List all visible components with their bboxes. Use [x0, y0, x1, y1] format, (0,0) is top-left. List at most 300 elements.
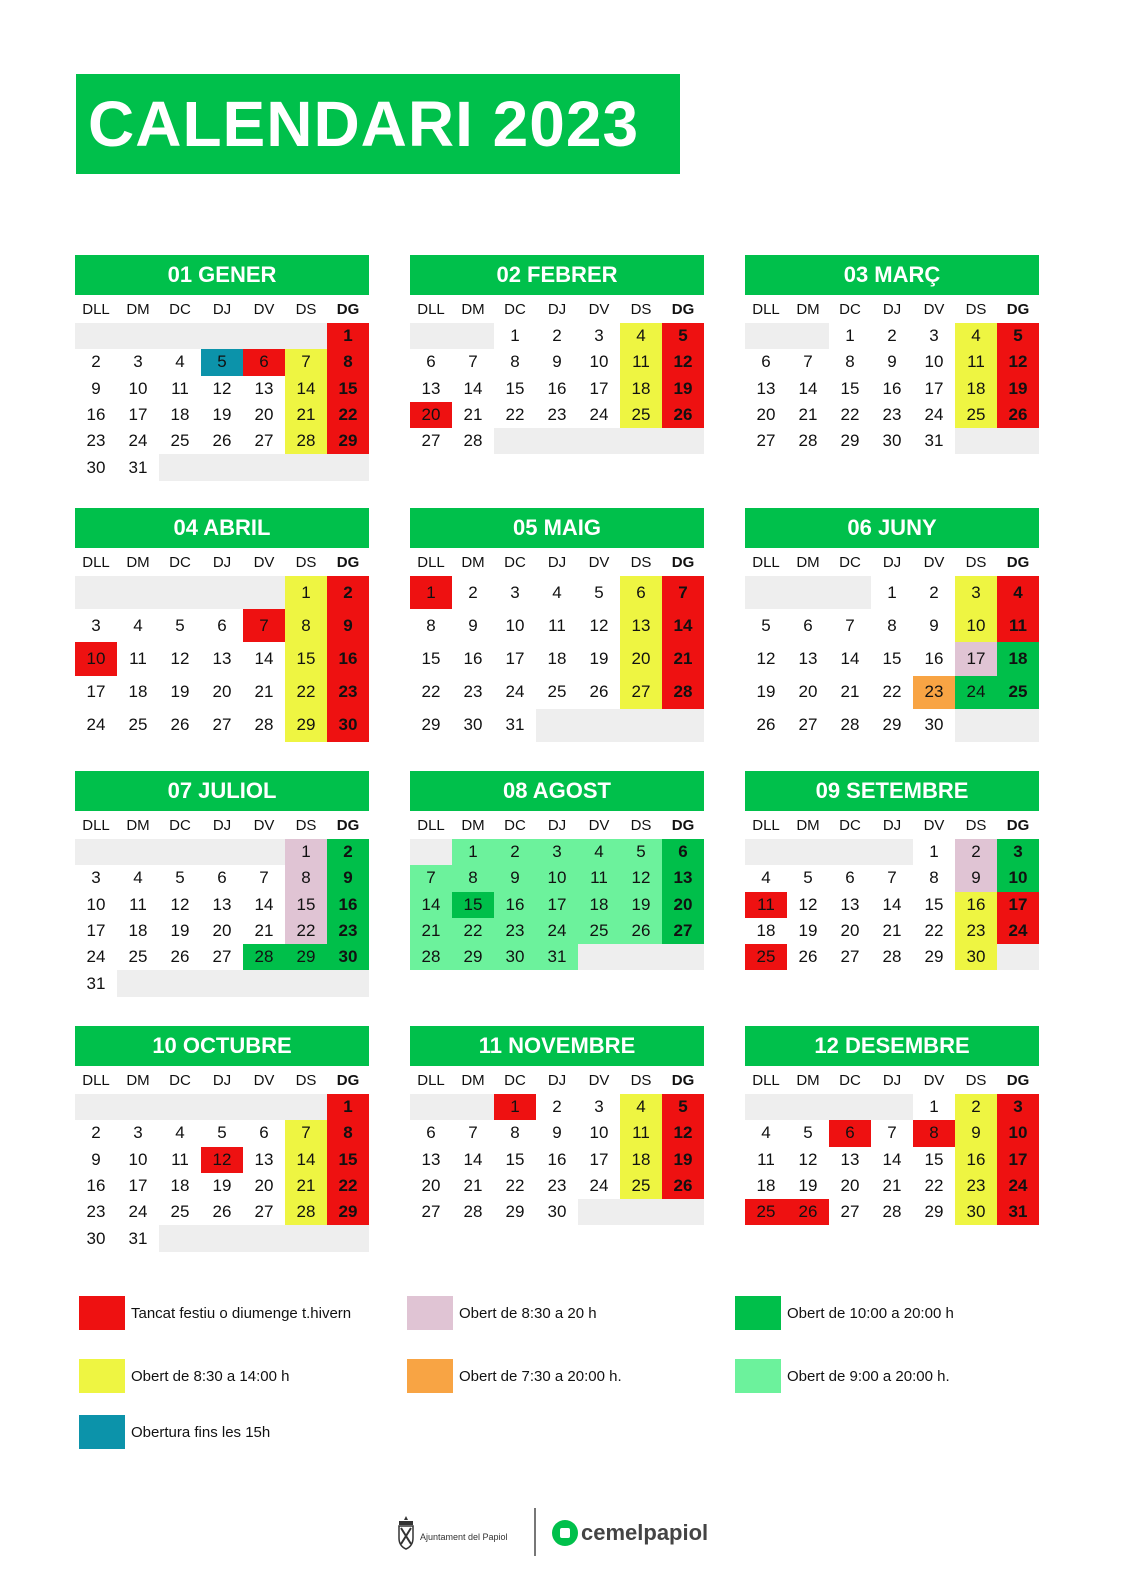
day-cell: 20 — [798, 682, 818, 702]
weekday-label: DS — [965, 300, 987, 318]
empty-cell — [955, 709, 997, 742]
day-cell: 1 — [887, 582, 897, 602]
day-cell: 3 — [929, 326, 939, 346]
day-cell: 15 — [421, 648, 441, 668]
weekday-label: DLL — [752, 816, 780, 834]
day-cell: 27 — [421, 1202, 441, 1222]
day-cell: 8 — [510, 1123, 520, 1143]
weekday-label: DS — [630, 300, 652, 318]
day-cell: 29 — [924, 947, 944, 967]
day-cell: 13 — [798, 648, 818, 668]
day-cell: 23 — [955, 1173, 997, 1199]
day-cell: 25 — [128, 947, 148, 967]
day-cell: 6 — [217, 615, 227, 635]
day-cell: 16 — [494, 892, 536, 918]
day-cell: 25 — [997, 676, 1039, 709]
day-cell: 18 — [170, 1176, 190, 1196]
day-cell: 22 — [285, 918, 327, 944]
day-cell: 4 — [578, 839, 620, 865]
day-cell: 15 — [924, 1149, 944, 1169]
weekday-label: DJ — [547, 300, 567, 318]
days-grid — [75, 839, 369, 997]
day-cell: 16 — [955, 892, 997, 918]
day-cell: 26 — [212, 431, 232, 451]
day-cell: 5 — [662, 1094, 704, 1120]
day-cell: 15 — [505, 1149, 525, 1169]
day-cell: 7 — [803, 352, 813, 372]
day-cell: 30 — [955, 1199, 997, 1225]
month-8 — [410, 771, 704, 970]
day-cell: 26 — [170, 715, 190, 735]
day-cell: 9 — [91, 1149, 101, 1169]
month-4 — [75, 508, 369, 742]
month-title: 04 ABRIL — [75, 508, 369, 548]
day-cell: 11 — [997, 609, 1039, 642]
empty-cell — [201, 323, 243, 349]
legend-label: Obert de 7:30 a 20:00 h. — [459, 1367, 622, 1385]
day-cell: 24 — [997, 1173, 1039, 1199]
day-cell: 18 — [547, 648, 567, 668]
empty-cell — [159, 1225, 201, 1251]
weekday-header — [75, 548, 369, 576]
month-title: 10 OCTUBRE — [75, 1026, 369, 1066]
day-cell: 23 — [327, 676, 369, 709]
day-cell: 14 — [463, 1149, 483, 1169]
empty-cell — [410, 839, 452, 865]
day-cell: 10 — [997, 865, 1039, 891]
empty-cell — [327, 454, 369, 480]
day-cell: 4 — [955, 323, 997, 349]
day-cell: 21 — [254, 682, 274, 702]
days-grid — [745, 576, 1039, 742]
days-grid — [410, 839, 704, 970]
day-cell: 30 — [327, 709, 369, 742]
day-cell: 18 — [756, 921, 776, 941]
day-cell: 30 — [494, 944, 536, 970]
day-cell: 26 — [589, 682, 609, 702]
empty-cell — [201, 576, 243, 609]
legend-item — [79, 1415, 270, 1449]
day-cell: 23 — [463, 682, 483, 702]
day-cell: 14 — [662, 609, 704, 642]
days-grid — [410, 323, 704, 454]
day-cell: 25 — [955, 402, 997, 428]
day-cell: 12 — [662, 1120, 704, 1146]
day-cell: 19 — [620, 892, 662, 918]
empty-cell — [159, 323, 201, 349]
day-cell: 7 — [845, 615, 855, 635]
weekday-label: DLL — [417, 300, 445, 318]
day-cell: 21 — [798, 405, 818, 425]
empty-cell — [620, 944, 662, 970]
empty-cell — [452, 1094, 494, 1120]
weekday-label: DS — [630, 553, 652, 571]
day-cell: 2 — [552, 1097, 562, 1117]
empty-cell — [201, 839, 243, 865]
day-cell: 11 — [757, 1149, 775, 1169]
cemelpapiol-logo-icon — [552, 1520, 578, 1546]
empty-cell — [578, 709, 620, 742]
day-cell: 30 — [463, 715, 483, 735]
weekday-label: DC — [839, 300, 861, 318]
day-cell: 18 — [955, 376, 997, 402]
day-cell: 1 — [410, 576, 452, 609]
day-cell: 8 — [510, 352, 520, 372]
day-cell: 30 — [86, 1228, 106, 1248]
day-cell: 8 — [929, 868, 939, 888]
day-cell: 11 — [745, 892, 787, 918]
empty-cell — [201, 970, 243, 996]
day-cell: 12 — [997, 349, 1039, 375]
day-cell: 6 — [259, 1123, 269, 1143]
legend-item — [735, 1296, 954, 1330]
weekday-label: DC — [839, 553, 861, 571]
day-cell: 3 — [594, 326, 604, 346]
empty-cell — [997, 428, 1039, 454]
day-cell: 29 — [505, 1202, 525, 1222]
empty-cell — [620, 428, 662, 454]
weekday-label: DM — [126, 300, 150, 318]
day-cell: 22 — [421, 682, 441, 702]
empty-cell — [159, 970, 201, 996]
day-cell: 20 — [840, 921, 860, 941]
day-cell: 21 — [285, 1173, 327, 1199]
day-cell: 21 — [463, 1176, 483, 1196]
empty-cell — [285, 970, 327, 996]
weekday-label: DV — [588, 816, 610, 834]
day-cell: 4 — [620, 1094, 662, 1120]
weekday-label: DS — [295, 1071, 317, 1089]
day-cell: 1 — [494, 1094, 536, 1120]
day-cell: 30 — [327, 944, 369, 970]
day-cell: 13 — [421, 378, 441, 398]
day-cell: 22 — [882, 682, 902, 702]
day-cell: 17 — [128, 405, 148, 425]
day-cell: 29 — [327, 1199, 369, 1225]
weekday-header — [410, 811, 704, 839]
day-cell: 10 — [128, 378, 148, 398]
day-cell: 1 — [929, 1097, 939, 1117]
day-cell: 29 — [924, 1202, 944, 1222]
day-cell: 17 — [589, 378, 609, 398]
day-cell: 13 — [662, 865, 704, 891]
day-cell: 12 — [201, 1147, 243, 1173]
weekday-label: DV — [588, 1071, 610, 1089]
weekday-label: DC — [504, 553, 526, 571]
day-cell: 6 — [243, 349, 285, 375]
day-cell: 21 — [882, 1176, 902, 1196]
day-cell: 13 — [840, 1149, 860, 1169]
day-cell: 28 — [254, 715, 274, 735]
day-cell: 26 — [662, 402, 704, 428]
weekday-label: DG — [336, 553, 360, 571]
weekday-header — [745, 1066, 1039, 1094]
empty-cell — [285, 1225, 327, 1251]
weekday-label: DS — [295, 816, 317, 834]
weekday-label: DV — [253, 1071, 275, 1089]
empty-cell — [159, 576, 201, 609]
day-cell: 16 — [86, 1176, 106, 1196]
empty-cell — [578, 944, 620, 970]
day-cell: 30 — [547, 1202, 567, 1222]
day-cell: 3 — [91, 615, 101, 635]
day-cell: 28 — [285, 428, 327, 454]
day-cell: 14 — [285, 1147, 327, 1173]
day-cell: 7 — [410, 865, 452, 891]
month-6 — [745, 508, 1039, 742]
day-cell: 11 — [620, 349, 662, 375]
day-cell: 31 — [505, 715, 525, 735]
day-cell: 3 — [594, 1097, 604, 1117]
month-title: 11 NOVEMBRE — [410, 1026, 704, 1066]
empty-cell — [787, 576, 829, 609]
day-cell: 20 — [756, 405, 776, 425]
empty-cell — [201, 1225, 243, 1251]
empty-cell — [75, 576, 117, 609]
day-cell: 23 — [547, 405, 567, 425]
day-cell: 25 — [170, 1202, 190, 1222]
day-cell: 17 — [924, 378, 944, 398]
month-10 — [75, 1026, 369, 1252]
day-cell: 4 — [761, 1123, 771, 1143]
day-cell: 14 — [463, 378, 483, 398]
empty-cell — [285, 1094, 327, 1120]
empty-cell — [159, 454, 201, 480]
weekday-label: DM — [461, 300, 485, 318]
day-cell: 31 — [128, 457, 148, 477]
day-cell: 5 — [803, 1123, 813, 1143]
days-grid — [75, 576, 369, 742]
day-cell: 2 — [955, 839, 997, 865]
day-cell: 23 — [86, 431, 106, 451]
day-cell: 12 — [212, 378, 232, 398]
day-cell: 24 — [128, 1202, 148, 1222]
day-cell: 4 — [552, 582, 562, 602]
day-cell: 8 — [285, 865, 327, 891]
day-cell: 23 — [494, 918, 536, 944]
empty-cell — [410, 1094, 452, 1120]
day-cell: 26 — [756, 715, 776, 735]
weekday-label: DLL — [417, 553, 445, 571]
day-cell: 12 — [756, 648, 776, 668]
weekday-label: DJ — [212, 553, 232, 571]
month-title: 12 DESEMBRE — [745, 1026, 1039, 1066]
day-cell: 1 — [327, 323, 369, 349]
day-cell: 28 — [840, 715, 860, 735]
empty-cell — [117, 576, 159, 609]
weekday-label: DG — [336, 1071, 360, 1089]
day-cell: 7 — [259, 868, 269, 888]
weekday-label: DLL — [82, 816, 110, 834]
day-cell: 16 — [327, 642, 369, 675]
weekday-header — [75, 811, 369, 839]
weekday-header — [75, 295, 369, 323]
day-cell: 14 — [254, 894, 274, 914]
day-cell: 3 — [536, 839, 578, 865]
day-cell: 12 — [798, 1149, 818, 1169]
day-cell: 2 — [494, 839, 536, 865]
day-cell: 17 — [997, 892, 1039, 918]
day-cell: 26 — [620, 918, 662, 944]
empty-cell — [745, 576, 787, 609]
empty-cell — [201, 1094, 243, 1120]
day-cell: 24 — [86, 715, 106, 735]
day-cell: 7 — [243, 609, 285, 642]
empty-cell — [745, 323, 787, 349]
day-cell: 22 — [285, 676, 327, 709]
weekday-label: DJ — [547, 816, 567, 834]
day-cell: 10 — [128, 1149, 148, 1169]
day-cell: 31 — [997, 1199, 1039, 1225]
day-cell: 2 — [327, 839, 369, 865]
day-cell: 31 — [924, 431, 944, 451]
month-title: 05 MAIG — [410, 508, 704, 548]
days-grid — [745, 839, 1039, 970]
day-cell: 22 — [505, 1176, 525, 1196]
day-cell: 11 — [620, 1120, 662, 1146]
weekday-label: DG — [1006, 816, 1030, 834]
day-cell: 13 — [212, 894, 232, 914]
day-cell: 26 — [997, 402, 1039, 428]
day-cell: 2 — [91, 1123, 101, 1143]
day-cell: 14 — [254, 648, 274, 668]
weekday-label: DC — [504, 816, 526, 834]
weekday-label: DM — [461, 816, 485, 834]
day-cell: 2 — [468, 582, 478, 602]
legend-label: Obertura fins les 15h — [131, 1423, 271, 1441]
day-cell: 8 — [426, 615, 436, 635]
weekday-label: DC — [169, 1071, 191, 1089]
legend-swatch — [79, 1359, 125, 1393]
day-cell: 23 — [882, 405, 902, 425]
legend-swatch — [735, 1296, 781, 1330]
empty-cell — [159, 1094, 201, 1120]
day-cell: 24 — [128, 431, 148, 451]
day-cell: 22 — [452, 918, 494, 944]
weekday-label: DM — [126, 553, 150, 571]
day-cell: 22 — [505, 405, 525, 425]
day-cell: 15 — [327, 376, 369, 402]
day-cell: 13 — [421, 1149, 441, 1169]
empty-cell — [745, 839, 787, 865]
day-cell: 9 — [468, 615, 478, 635]
day-cell: 9 — [91, 378, 101, 398]
weekday-label: DS — [295, 553, 317, 571]
weekday-label: DJ — [882, 1071, 902, 1089]
empty-cell — [117, 839, 159, 865]
day-cell: 4 — [175, 1123, 185, 1143]
day-cell: 17 — [997, 1147, 1039, 1173]
days-grid — [75, 323, 369, 481]
weekday-label: DLL — [82, 300, 110, 318]
day-cell: 3 — [997, 839, 1039, 865]
weekday-label: DG — [671, 553, 695, 571]
day-cell: 1 — [452, 839, 494, 865]
month-9 — [745, 771, 1039, 970]
empty-cell — [243, 839, 285, 865]
day-cell: 12 — [662, 349, 704, 375]
legend-label: Obert de 9:00 a 20:00 h. — [787, 1367, 950, 1385]
legend-label: Tancat festiu o diumenge t.hivern — [131, 1304, 352, 1322]
day-cell: 18 — [620, 1147, 662, 1173]
empty-cell — [620, 1199, 662, 1225]
weekday-label: DC — [169, 553, 191, 571]
days-grid — [75, 1094, 369, 1252]
day-cell: 25 — [620, 402, 662, 428]
month-11 — [410, 1026, 704, 1225]
day-cell: 25 — [128, 715, 148, 735]
day-cell: 3 — [997, 1094, 1039, 1120]
weekday-label: DG — [671, 816, 695, 834]
weekday-header — [745, 295, 1039, 323]
day-cell: 26 — [662, 1173, 704, 1199]
month-title: 07 JULIOL — [75, 771, 369, 811]
day-cell: 17 — [86, 682, 106, 702]
day-cell: 7 — [468, 352, 478, 372]
day-cell: 9 — [955, 1120, 997, 1146]
weekday-header — [410, 295, 704, 323]
weekday-label: DS — [295, 300, 317, 318]
weekday-label: DM — [461, 553, 485, 571]
empty-cell — [75, 839, 117, 865]
day-cell: 4 — [133, 615, 143, 635]
empty-cell — [159, 839, 201, 865]
weekday-label: DG — [336, 816, 360, 834]
day-cell: 5 — [217, 1123, 227, 1143]
empty-cell — [75, 323, 117, 349]
day-cell: 17 — [505, 648, 525, 668]
day-cell: 27 — [254, 1202, 274, 1222]
weekday-label: DM — [796, 816, 820, 834]
day-cell: 26 — [212, 1202, 232, 1222]
weekday-label: DJ — [882, 553, 902, 571]
day-cell: 29 — [882, 715, 902, 735]
day-cell: 26 — [787, 1199, 829, 1225]
day-cell: 10 — [505, 615, 525, 635]
day-cell: 23 — [547, 1176, 567, 1196]
day-cell: 21 — [463, 405, 483, 425]
day-cell: 10 — [997, 1120, 1039, 1146]
day-cell: 28 — [798, 431, 818, 451]
day-cell: 21 — [840, 682, 860, 702]
day-cell: 27 — [840, 947, 860, 967]
empty-cell — [997, 944, 1039, 970]
weekday-label: DM — [796, 553, 820, 571]
day-cell: 21 — [882, 921, 902, 941]
empty-cell — [494, 428, 536, 454]
month-2 — [410, 255, 704, 454]
weekday-label: DLL — [82, 1071, 110, 1089]
month-title: 03 MARÇ — [745, 255, 1039, 295]
day-cell: 7 — [887, 868, 897, 888]
day-cell: 28 — [463, 1202, 483, 1222]
day-cell: 9 — [327, 609, 369, 642]
day-cell: 29 — [327, 428, 369, 454]
day-cell: 11 — [171, 378, 189, 398]
weekday-label: DG — [671, 1071, 695, 1089]
day-cell: 18 — [620, 376, 662, 402]
day-cell: 25 — [170, 431, 190, 451]
day-cell: 12 — [798, 894, 818, 914]
day-cell: 8 — [887, 615, 897, 635]
day-cell: 30 — [955, 944, 997, 970]
day-cell: 11 — [955, 349, 997, 375]
weekday-label: DV — [923, 300, 945, 318]
weekday-header — [745, 548, 1039, 576]
day-cell: 28 — [882, 947, 902, 967]
weekday-label: DC — [169, 816, 191, 834]
day-cell: 30 — [882, 431, 902, 451]
